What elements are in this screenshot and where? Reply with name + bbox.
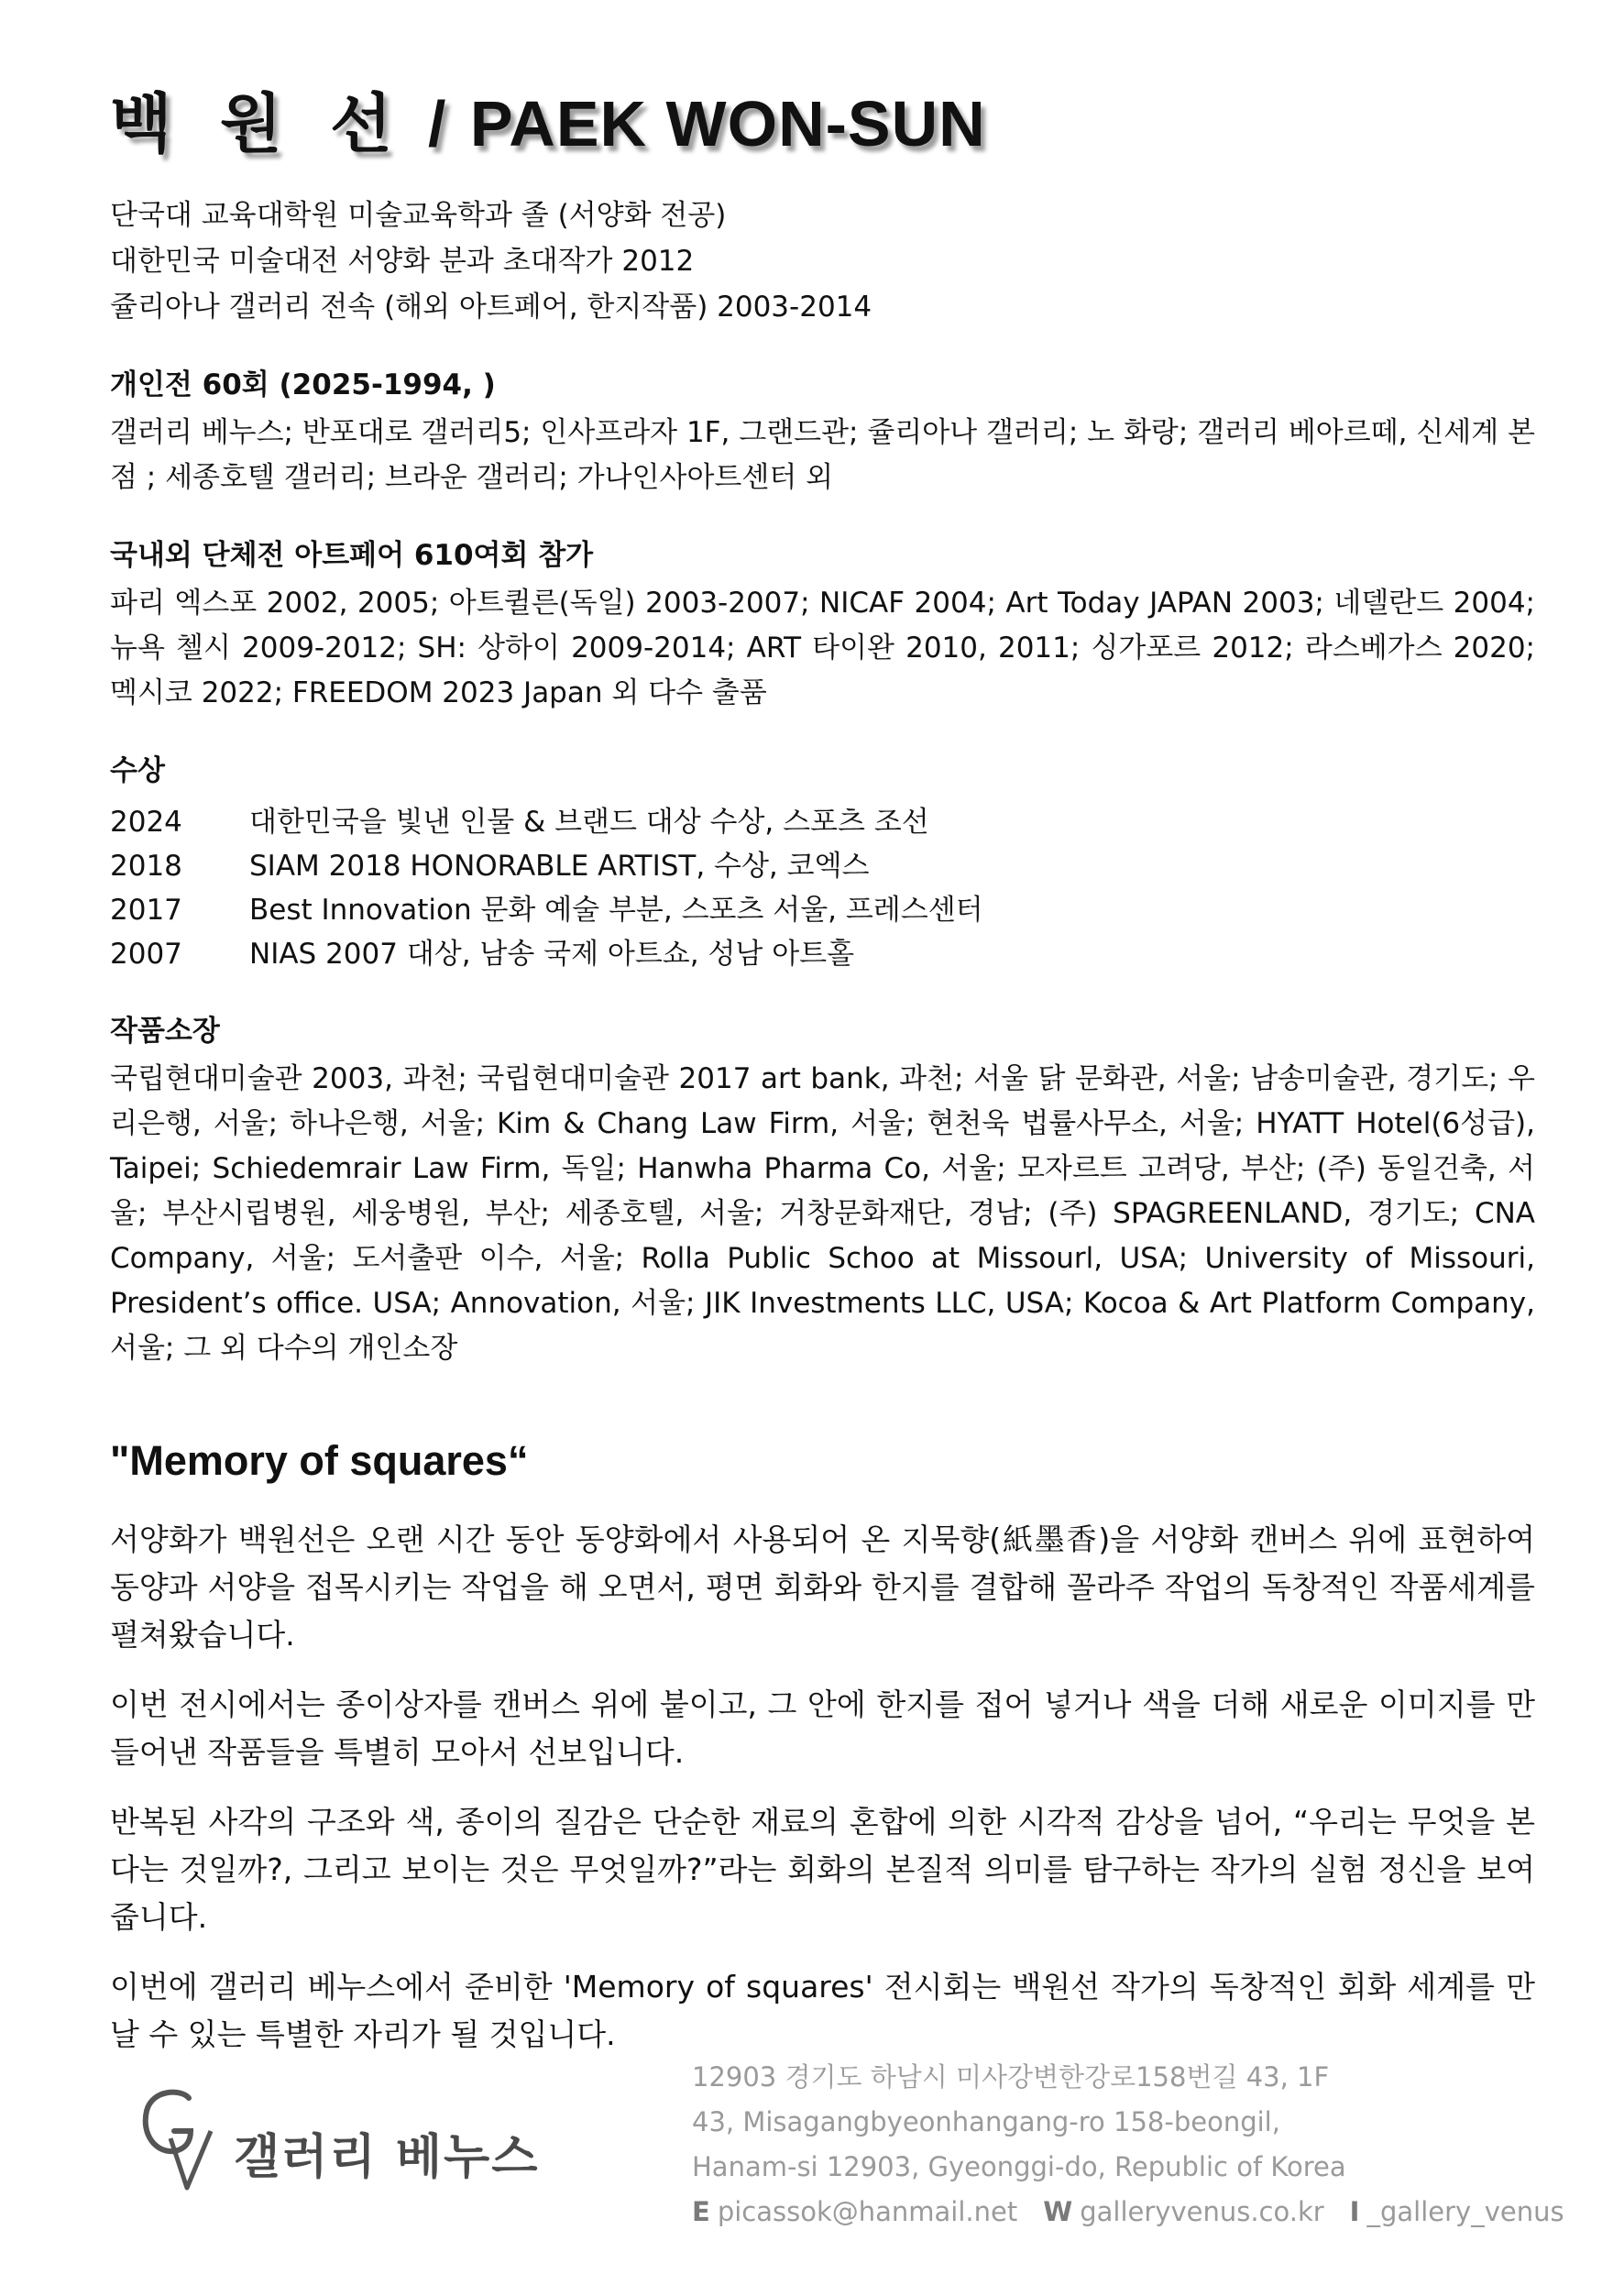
group-exhibitions-text: 파리 엑스포 2002, 2005; 아트퀼른(독일) 2003-2007; NICAF 2004; Art Today JAPAN 2003; 네델란드 2004; 뉴욕 첼시 2009-2012; SH: 상하이 2009-2014; ART 타이완 2010, 2011; 싱가포르 2012; 라스베가스 2020; 멕시코 2022; FREEDOM 2023 Japan 외 다수 출품 <box>110 586 1535 709</box>
collections-section <box>110 1011 1535 1371</box>
awards-list <box>110 800 1535 976</box>
essay-paragraph: 이번 전시에서는 종이상자를 캔버스 위에 붙이고, 그 안에 한지를 접어 넣거나 색을 더해 새로운 이미지를 만들어낸 작품들을 특별히 모아서 선보입니다. <box>110 1686 1535 1770</box>
artist-name-title <box>110 87 1535 161</box>
award-description: NIAS 2007 대상, 남송 국제 아트쇼, 성남 아트홀 <box>249 937 855 971</box>
document-body <box>110 87 1535 2081</box>
essay-paragraph: 반복된 사각의 구조와 색, 종이의 질감은 단순한 재료의 혼합에 의한 시각적 감상을 넘어, “우리는 무엇을 본다는 것일까?, 그리고 보이는 것은 무엇일까?”라는 회화의 본질적 의미를 탐구하는 작가의 실험 정신을 보여줍니다. <box>110 1803 1535 1935</box>
group-exhibitions-heading: 국내외 단체전 아트페어 610여회 참가 <box>110 538 594 572</box>
award-row <box>110 888 1535 932</box>
award-description: Best Innovation 문화 예술 부분, 스포츠 서울, 프레스센터 <box>249 893 983 927</box>
awards-heading: 수상 <box>110 753 165 787</box>
intro-line: 단국대 교육대학원 미술교육학과 졸 (서양화 전공) <box>110 198 727 232</box>
instagram-handle[interactable]: _gallery_venus <box>1366 2196 1564 2227</box>
gv-logo-icon <box>137 2085 220 2195</box>
education-career-list <box>110 192 1535 330</box>
awards-section <box>110 751 1535 976</box>
gallery-logo-text: 갤러리 베누스 <box>234 2130 540 2185</box>
email-address[interactable]: picassok@hanmail.net <box>717 2196 1018 2227</box>
address-line-english-2: Hanam-si 12903, Gyeonggi-do, Republic of Korea <box>692 2151 1346 2182</box>
email-label: E <box>692 2196 710 2227</box>
award-description: SIAM 2018 HONORABLE ARTIST, 수상, 코엑스 <box>249 849 870 883</box>
exhibition-essay <box>110 1516 1535 2059</box>
artist-name-english: PAEK WON-SUN <box>469 88 986 159</box>
address-line-korean: 12903 경기도 하남시 미사강변한강로158번길 43, 1F <box>692 2061 1330 2093</box>
essay-paragraph: 서양화가 백원선은 오랜 시간 동안 동양화에서 사용되어 온 지묵향(紙墨香)을 서양화 캔버스 위에 표현하여 동양과 서양을 접목시키는 작업을 해 오면서, 평면 회화와 한지를 결합해 꼴라주 작업의 독창적인 작품세계를 펼쳐왔습니다. <box>110 1521 1535 1653</box>
gallery-address <box>692 2055 1572 2235</box>
essay-paragraph: 이번에 갤러리 베누스에서 준비한 'Memory of squares' 전시회는 백원선 작가의 독창적인 회화 세계를 만날 수 있는 특별한 자리가 될 것입니다. <box>110 1968 1535 2052</box>
solo-exhibitions-section <box>110 365 1535 500</box>
award-description: 대한민국을 빛낸 인물 & 브랜드 대상 수상, 스포츠 조선 <box>249 805 929 839</box>
instagram-label: I <box>1349 2196 1360 2227</box>
solo-exhibitions-text: 갤러리 베누스; 반포대로 갤러리5; 인사프라자 1F, 그랜드관; 쥴리아나 갤러리; 노 화랑; 갤러리 베아르떼, 신세계 본점 ; 세종호텔 갤러리; 브라운 갤러리; 가나인사아트센터 외 <box>110 415 1535 494</box>
group-exhibitions-section <box>110 535 1535 716</box>
award-row <box>110 932 1535 976</box>
award-row <box>110 800 1535 844</box>
solo-exhibitions-heading: 개인전 60회 (2025-1994, ) <box>110 368 496 401</box>
award-year: 2017 <box>110 893 182 927</box>
award-year: 2018 <box>110 849 182 883</box>
website-link[interactable]: galleryvenus.co.kr <box>1080 2196 1324 2227</box>
award-year: 2024 <box>110 805 182 839</box>
intro-line: 쥴리아나 갤러리 전속 (해외 아트페어, 한지작품) 2003-2014 <box>110 290 872 324</box>
essay-title: "Memory of squares“ <box>110 1436 529 1484</box>
collections-text: 국립현대미술관 2003, 과천; 국립현대미술관 2017 art bank, 과천; 서울 닭 문화관, 서울; 남송미술관, 경기도; 우리은행, 서울; 하나은행, 서울; Kim & Chang Law Firm, 서울; 현천욱 법률사무소, 서울; HYATT Hotel(6성급), Taipei; Schiedemrair Law Firm, 독일; Hanwha Pharma Co, 서울; 모자르트 고려당, 부산; (주) 동일건축, 서울; 부산시립병원, 세웅병원, 부산; 세종호텔, 서울; 거창문화재단, 경남; (주) SPAGREENLAND, 경기도; CNA Company, 서울; 도서출판 이수, 서울; Rolla Public Schoo at Missourl, USA; University of Missouri, President’s office. USA; Annovation, 서울; JIK Investments LLC, USA; Kocoa & Art Platform Company, 서울; 그 외 다수의 개인소장 <box>110 1061 1535 1365</box>
award-row <box>110 844 1535 888</box>
collections-heading: 작품소장 <box>110 1014 220 1048</box>
award-year: 2007 <box>110 937 182 971</box>
intro-line: 대한민국 미술대전 서양화 분과 초대작가 2012 <box>110 244 695 278</box>
artist-name-korean: 백 원 선 <box>110 86 405 161</box>
gallery-logo <box>137 2085 550 2223</box>
contact-line <box>692 2190 1572 2235</box>
address-line-english-1: 43, Misagangbyeonhangang-ro 158-beongil, <box>692 2106 1280 2137</box>
website-label: W <box>1043 2196 1073 2227</box>
title-separator: / <box>427 88 447 159</box>
